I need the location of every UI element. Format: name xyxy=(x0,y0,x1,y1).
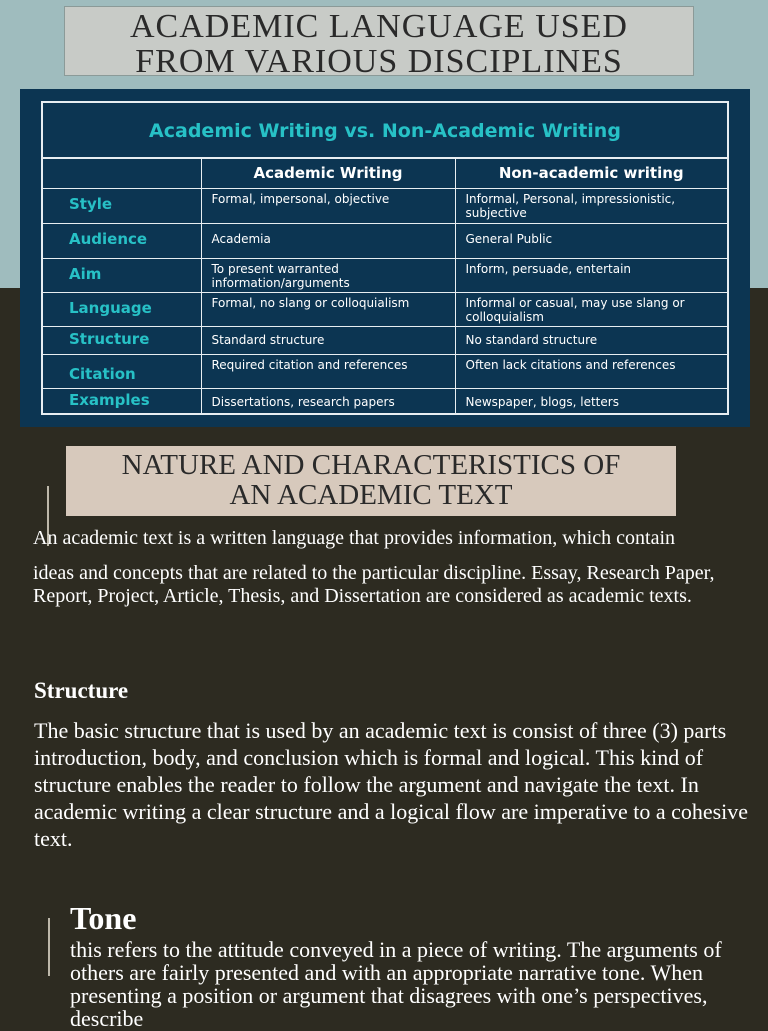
cell-nonacademic: Newspaper, blogs, letters xyxy=(455,389,727,414)
structure-heading: Structure xyxy=(34,678,129,703)
table-row xyxy=(43,293,727,327)
section-title-line2: AN ACADEMIC TEXT xyxy=(229,479,513,511)
cell-nonacademic: Often lack citations and references xyxy=(455,355,727,389)
cell-academic: Formal, no slang or colloquialism xyxy=(201,293,455,327)
table-header-academic: Academic Writing xyxy=(201,158,455,189)
intro-first-line: An academic text is a written language that provides information, which contain xyxy=(33,527,676,549)
slide-title xyxy=(64,6,694,80)
slide-title-line1: ACADEMIC LANGUAGE USED xyxy=(130,8,628,45)
table-row xyxy=(43,389,727,414)
table-row xyxy=(43,355,727,389)
intro-paragraph xyxy=(33,527,745,608)
table-row xyxy=(43,327,727,355)
table-row xyxy=(43,189,727,224)
row-label-audience: Audience xyxy=(43,224,201,259)
intro-rest: ideas and concepts that are related to the particular discipline. Essay, Research Paper, Report, Project, Article, Thesis, and Dissertation are considered as academic texts. xyxy=(33,562,715,607)
cell-nonacademic: General Public xyxy=(455,224,727,259)
cell-nonacademic: Inform, persuade, entertain xyxy=(455,259,727,293)
accent-bar xyxy=(48,918,50,976)
row-label-aim: Aim xyxy=(43,259,201,293)
cell-academic: Academia xyxy=(201,224,455,259)
tone-heading: Tone xyxy=(70,900,137,936)
table-row xyxy=(43,259,727,293)
table-header-row xyxy=(43,158,727,189)
cell-nonacademic: No standard structure xyxy=(455,327,727,355)
table-header-empty xyxy=(43,158,201,189)
cell-nonacademic: Informal, Personal, impressionistic, subjective xyxy=(455,189,727,224)
comparison-table-title: Academic Writing vs. Non-Academic Writing xyxy=(43,103,727,159)
slide-title-line2: FROM VARIOUS DISCIPLINES xyxy=(135,43,623,80)
comparison-table xyxy=(43,157,727,414)
section-title xyxy=(66,446,676,516)
row-label-language: Language xyxy=(43,293,201,327)
cell-academic: Standard structure xyxy=(201,327,455,355)
tone-paragraph: this refers to the attitude conveyed in a piece of writing. The arguments of others are fairly presented and with an appropriate narrative tone. When presenting a position or argument that disagrees with one’s perspectives, describe xyxy=(70,937,722,1031)
table-row xyxy=(43,224,727,259)
cell-academic: To present warranted information/arguments xyxy=(201,259,455,293)
row-label-structure: Structure xyxy=(43,327,201,355)
section-title-line1: NATURE AND CHARACTERISTICS OF xyxy=(121,449,621,481)
comparison-table-panel xyxy=(20,89,750,427)
comparison-table-frame xyxy=(41,101,729,415)
row-label-style: Style xyxy=(43,189,201,224)
cell-academic: Dissertations, research papers xyxy=(201,389,455,414)
cell-nonacademic: Informal or casual, may use slang or colloquialism xyxy=(455,293,727,327)
cell-academic: Required citation and references xyxy=(201,355,455,389)
structure-paragraph: The basic structure that is used by an academic text is consist of three (3) parts introduction, body, and conclusion which is formal and logical. This kind of structure enables the reader to follow the argument and navigate the text. In academic writing a clear structure and a logical flow are imperative to a cohesive text. xyxy=(34,718,749,851)
row-label-examples: Examples xyxy=(43,389,201,414)
row-label-citation: Citation xyxy=(43,355,201,389)
table-header-nonacademic: Non-academic writing xyxy=(455,158,727,189)
cell-academic: Formal, impersonal, objective xyxy=(201,189,455,224)
